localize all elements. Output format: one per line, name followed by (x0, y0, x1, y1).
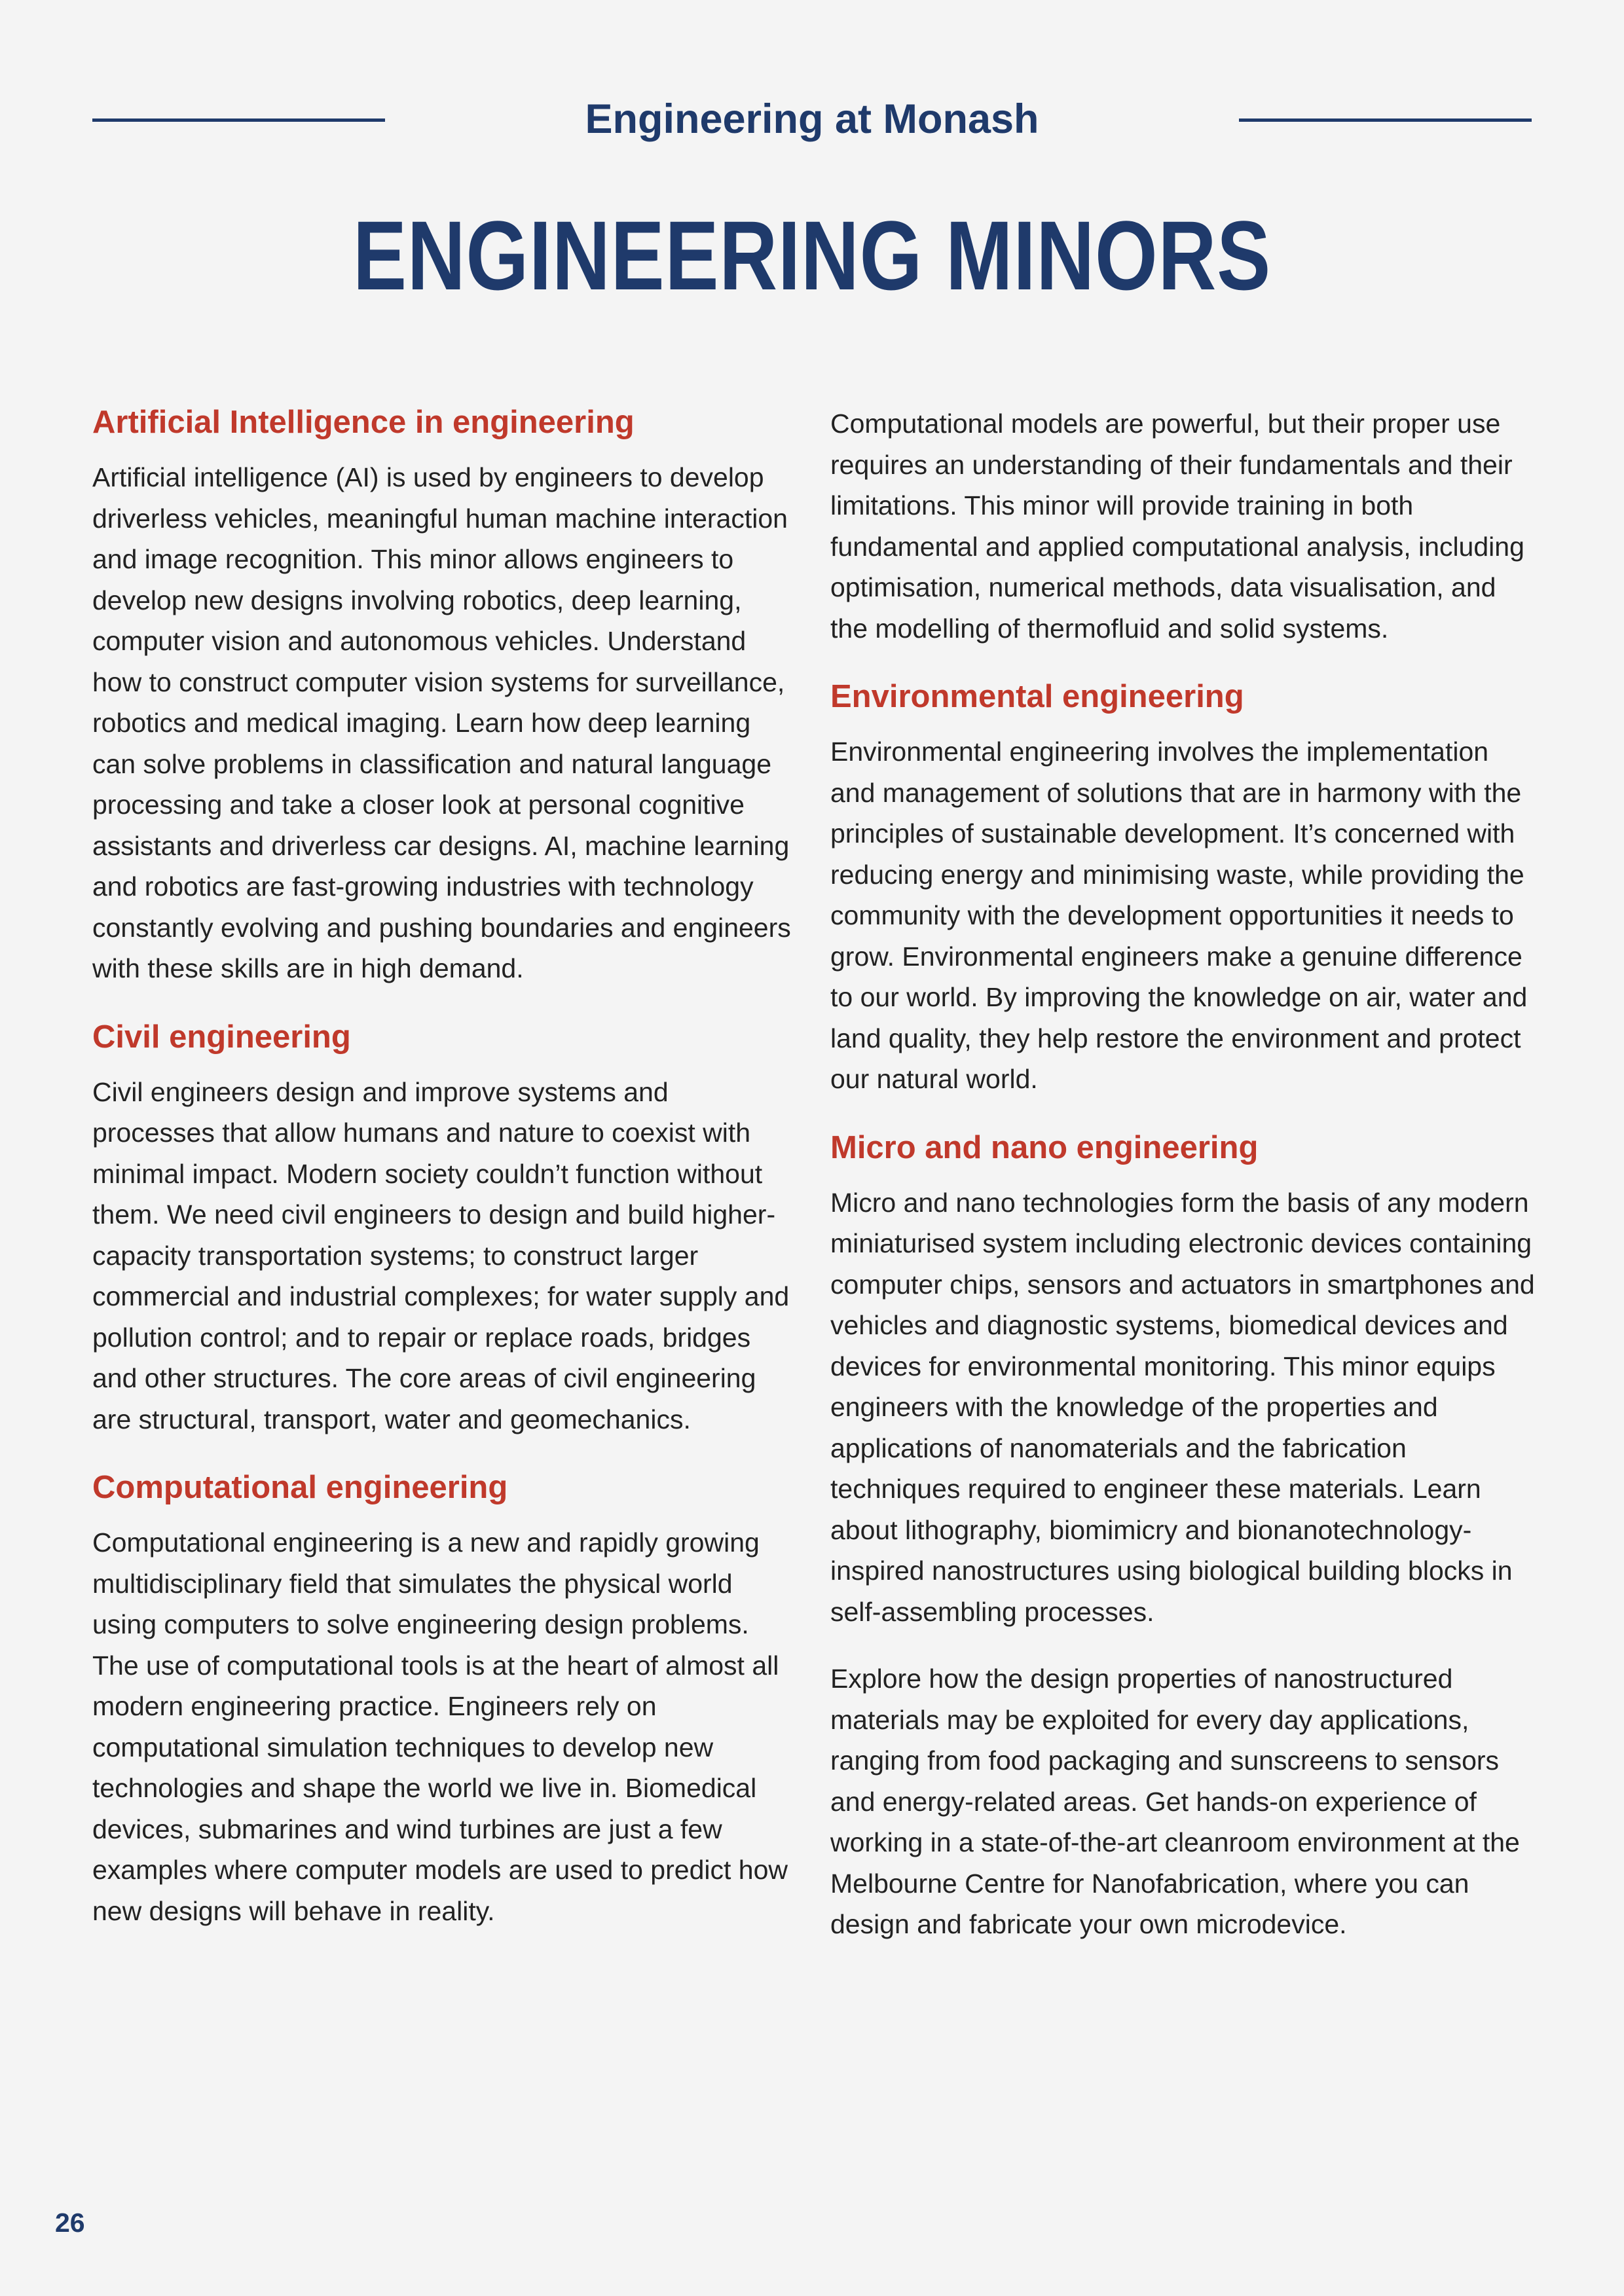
section-heading: Computational engineering (92, 1470, 508, 1505)
section-body: Micro and nano technologies form the basis of any modern miniaturised system including electronic devices containing computer chips, sensors and actuators in smartphones and vehicles and diagnostic systems, biomedical devices and devices for environmental monitoring. This minor equips engineers with the knowledge of the properties and applications of nanomaterials and the fabrication techniques required to engineer these materials. Learn about lithography, biomimicry and bionanotechnology-inspired nanostructures using biological building blocks in self-assembling processes. (830, 1187, 1535, 1627)
header-kicker: Engineering at Monash (585, 96, 1039, 142)
section-body: Explore how the design properties of nanostructured materials may be exploited for every day applications, ranging from food packaging and sunscreens to sensors and energy-related areas. Get hands-on experience of working in a state-of-the-art cleanroom environment at the Melbourne Centre for Nanofabrication, where you can design and fabricate your own microdevice. (830, 1664, 1520, 1939)
section-ai (92, 393, 793, 989)
header-rule-right (1239, 118, 1532, 122)
section-civil (92, 1008, 793, 1440)
section-micro-nano (830, 1118, 1538, 1945)
section-computational (92, 1458, 793, 1931)
right-column (830, 393, 1538, 1963)
section-body: Computational models are powerful, but their proper use requires an understanding of their fundamentals and their limitations. This minor will provide training in both fundamental and applied computational analysis, including optimisation, numerical methods, data visualisation, and the modelling of thermofluid and solid systems. (830, 409, 1524, 644)
section-heading: Environmental engineering (830, 679, 1244, 714)
section-environmental (830, 667, 1538, 1100)
section-heading: Micro and nano engineering (830, 1129, 1259, 1165)
section-heading: Artificial Intelligence in engineering (92, 405, 635, 440)
section-body: Environmental engineering involves the implementation and management of solutions that are in harmony with the principles of sustainable development. It’s concerned with reducing energy and minimising waste, while providing the community with the development opportunities it needs to grow. Environmental engineers make a genuine difference to our world. By improving the knowledge on air, water and land quality, they help restore the environment and protect our natural world. (830, 737, 1528, 1094)
section-body: Computational engineering is a new and rapidly growing multidisciplinary field that simulates the physical world using computers to solve engineering design problems. The use of computational tools is at the heart of almost all modern engineering practice. Engineers rely on computational simulation techniques to develop new technologies and shape the world we live in. Biomedical devices, submarines and wind turbines are just a few examples where computer models are used to predict how new designs will behave in reality. (92, 1527, 788, 1926)
page-title: ENGINEERING MINORS (352, 200, 1272, 310)
section-body: Civil engineers design and improve systems and processes that allow humans and nature to coexist with minimal impact. Modern society couldn’t function without them. We need civil engineers to design and build higher-capacity transportation systems; to construct larger commercial and industrial complexes; for water supply and pollution control; and to repair or replace roads, bridges and other structures. The core areas of civil engineering are structural, transport, water and geomechanics. (92, 1076, 790, 1434)
left-column (92, 393, 793, 1950)
page-number: 26 (55, 2208, 85, 2238)
section-computational-continued (830, 393, 1538, 649)
section-body: Artificial intelligence (AI) is used by engineers to develop driverless vehicles, meaningful human machine interaction and image recognition. This minor allows engineers to develop new designs involving robotics, deep learning, computer vision and autonomous vehicles. Understand how to construct computer vision systems for surveillance, robotics and medical imaging. Learn how deep learning can solve problems in classification and natural language processing and take a closer look at personal cognitive assistants and driverless car designs. AI, machine learning and robotics are fast-growing industries with technology constantly evolving and pushing boundaries and engineers with these skills are in high demand. (92, 462, 791, 983)
section-heading: Civil engineering (92, 1019, 351, 1055)
